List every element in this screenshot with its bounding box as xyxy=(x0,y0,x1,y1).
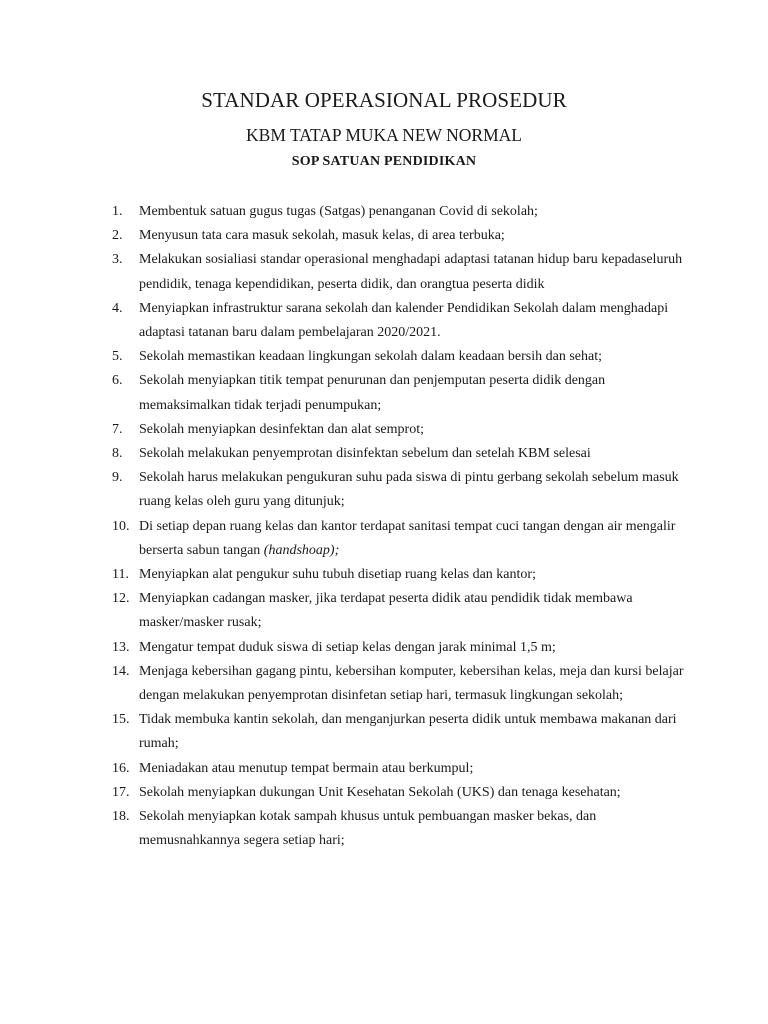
list-item xyxy=(112,297,692,345)
list-item xyxy=(112,660,692,708)
list-item-number: 1. xyxy=(112,204,123,219)
list-item xyxy=(112,708,692,756)
list-item-number: 6. xyxy=(112,373,123,389)
list-item-body: Menyusun tata cara masuk sekolah, masuk kelas, di area terbuka; xyxy=(139,228,505,244)
list-item-text xyxy=(139,224,692,248)
list-item-number: 3. xyxy=(112,252,123,268)
list-item-body: Sekolah menyiapkan desinfektan dan alat semprot; xyxy=(139,421,424,437)
list-item-text xyxy=(139,248,692,296)
list-item-text xyxy=(139,708,692,756)
list-item-body: Menyiapkan cadangan masker, jika terdapat peserta didik atau pendidik tidak membawa masker/masker rusak; xyxy=(139,591,633,631)
list-item-number: 13. xyxy=(112,639,130,655)
list-item xyxy=(112,587,692,635)
list-item-number: 7. xyxy=(112,421,123,437)
list-item xyxy=(112,515,692,563)
list-item xyxy=(112,369,692,417)
list-item-text xyxy=(139,345,692,369)
list-item-number: 9. xyxy=(112,470,123,486)
list-item xyxy=(112,418,692,442)
list-item-text xyxy=(139,515,692,563)
sop-list xyxy=(112,200,692,853)
list-item-text xyxy=(139,563,692,587)
list-item-body: Menjaga kebersihan gagang pintu, kebersihan komputer, kebersihan kelas, meja dan kursi belajar dengan melakukan penyemprotan disinfetan setiap hari, termasuk lingkungan sekolah; xyxy=(139,663,684,704)
list-item-body: Membentuk satuan gugus tugas (Satgas) penanganan Covid di sekolah; xyxy=(139,204,538,219)
list-item-body: Melakukan sosialiasi standar operasional menghadapi adaptasi tatanan hidup baru kepadaseluruh pendidik, tenaga kependidikan, peserta didik, dan orangtua peserta didik xyxy=(139,252,683,292)
list-item-number: 11. xyxy=(112,567,129,583)
list-item-number: 8. xyxy=(112,446,123,462)
list-item-text xyxy=(139,636,692,660)
list-item-body: Mengatur tempat duduk siswa di setiap kelas dengan jarak minimal 1,5 m; xyxy=(139,639,556,655)
list-item-text xyxy=(139,418,692,442)
list-item-text xyxy=(139,660,692,708)
list-item xyxy=(112,757,692,781)
list-item-body: Sekolah menyiapkan titik tempat penurunan dan penjemputan peserta didik dengan memaksimalkan tidak terjadi penumpukan; xyxy=(139,373,606,413)
list-item-number: 18. xyxy=(112,809,130,825)
document-title: STANDAR OPERASIONAL PROSEDUR xyxy=(201,88,567,112)
list-item-body: Sekolah menyiapkan kotak sampah khusus untuk pembuangan masker bekas, dan memusnahkannya segera setiap hari; xyxy=(139,809,597,849)
list-item-text xyxy=(139,442,692,466)
list-item xyxy=(112,442,692,466)
list-item-body: Sekolah menyiapkan dukungan Unit Kesehatan Sekolah (UKS) dan tenaga kesehatan; xyxy=(139,784,621,800)
list-item-text xyxy=(139,466,692,514)
list-item-body: Sekolah harus melakukan pengukuran suhu pada siswa di pintu gerbang sekolah sebelum masuk ruang kelas oleh guru yang ditunjuk; xyxy=(139,470,679,510)
list-item xyxy=(112,248,692,296)
section-heading: SOP SATUAN PENDIDIKAN xyxy=(291,154,477,169)
list-item-number: 17. xyxy=(112,784,130,800)
list-item xyxy=(112,224,692,248)
list-item-text xyxy=(139,297,692,345)
list-item xyxy=(112,563,692,587)
list-item-text xyxy=(139,587,692,635)
list-item-body: Sekolah memastikan keadaan lingkungan sekolah dalam keadaan bersih dan sehat; xyxy=(139,349,603,365)
list-item xyxy=(112,345,692,369)
list-item xyxy=(112,466,692,514)
list-item-number: 10. xyxy=(112,518,130,534)
list-item-body: Meniadakan atau menutup tempat bermain atau berkumpul; xyxy=(139,760,474,776)
list-item xyxy=(112,200,692,224)
list-item-emphasis: (handshoap); xyxy=(263,542,340,558)
list-item-text xyxy=(139,200,692,224)
list-item-text xyxy=(139,757,692,781)
list-item xyxy=(112,805,692,853)
list-item-number: 4. xyxy=(112,300,123,316)
document-subtitle: KBM TATAP MUKA NEW NORMAL xyxy=(246,125,522,145)
list-item-text xyxy=(139,781,692,805)
list-item xyxy=(112,636,692,660)
list-item-number: 14. xyxy=(112,663,130,679)
list-item-body: Sekolah melakukan penyemprotan disinfektan sebelum dan setelah KBM selesai xyxy=(139,446,591,462)
list-item xyxy=(112,781,692,805)
list-item-number: 16. xyxy=(112,760,130,776)
list-item-body: Menyiapkan infrastruktur sarana sekolah dan kalender Pendidikan Sekolah dalam menghadapi adaptasi tatanan baru dalam pembelajaran 2020/2021. xyxy=(139,300,669,341)
list-item-number: 2. xyxy=(112,228,123,244)
list-item-text xyxy=(139,369,692,417)
list-item-text xyxy=(139,805,692,853)
list-item-number: 5. xyxy=(112,349,123,365)
list-item-number: 12. xyxy=(112,591,130,607)
list-item-body: Tidak membuka kantin sekolah, dan menganjurkan peserta didik untuk membawa makanan dari rumah; xyxy=(139,712,677,752)
list-item-number: 15. xyxy=(112,712,130,728)
list-item-body: Menyiapkan alat pengukur suhu tubuh disetiap ruang kelas dan kantor; xyxy=(139,567,536,583)
list-item-body: Di setiap depan ruang kelas dan kantor terdapat sanitasi tempat cuci tangan dengan air mengalir berserta sabun tangan xyxy=(139,518,676,558)
